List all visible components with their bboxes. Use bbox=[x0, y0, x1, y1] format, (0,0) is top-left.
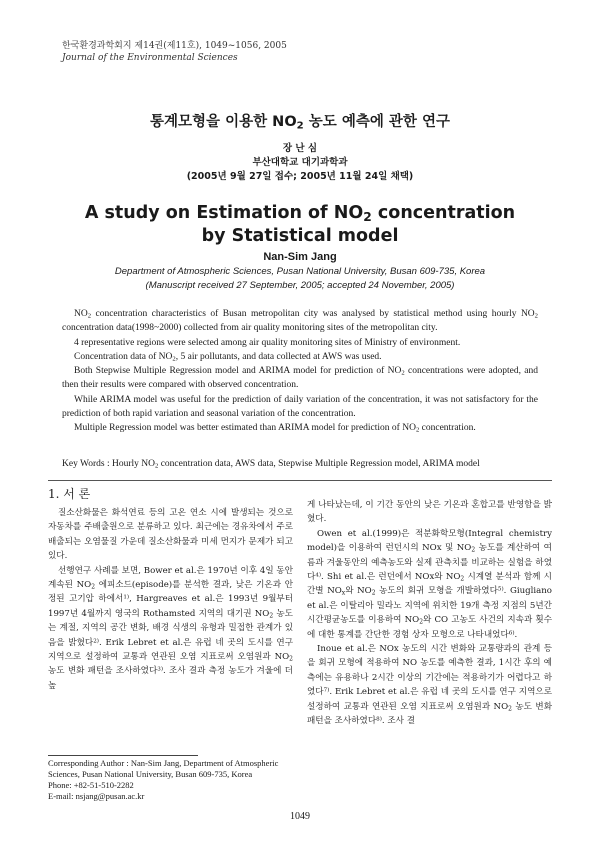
title-english: A study on Estimation of $NO_2$ concentration by Statistical model bbox=[84, 203, 516, 246]
journal-header bbox=[62, 40, 287, 64]
body-paragraph: Inoue et al.은 NOx 농도의 시간 변화와 교통량과의 관계 등을 회귀 모형에 적용하여 NO 농도를 예측한 결과, 1시간 후의 예측에는 유용하나 2시간 이상의 기간에는 적용하기가 어렵다고 하였다$^{7)}$. Erik Lebret et al.은 유럽 네 곳의 도시를 연구 지역으로 설정하여 교통과 연관된 오염 지표로써 오염원과 $NO_2$ 농도 변화 패턴을 조사하였다$^{8)}$. 조사 결 bbox=[307, 644, 552, 727]
journal-citation: 한국환경과학회지 제14권(제11호), 1049~1056, 2005 bbox=[62, 41, 287, 51]
corresponding-author-footnote: Corresponding Author : Nan-Sim Jang, Department of Atmospheric Sciences, Pusan National University, Busan 609-735, Korea Phone: +82-51-510-2282 E-mail: nsjang@pusan.ac.kr bbox=[48, 758, 279, 801]
author-name-korean: 장 난 심 bbox=[282, 143, 318, 154]
section-divider bbox=[48, 480, 552, 481]
author-name-english: Nan-Sim Jang bbox=[263, 251, 337, 263]
abstract-paragraph: While ARIMA model was useful for the prediction of daily variation of the concentration, it was not satisfactory for the prediction of both rapid variation and seasonal variation of the concentration. bbox=[62, 394, 538, 420]
footnote-divider bbox=[48, 755, 198, 756]
affiliation-korean: 부산대학교 대기과학과 bbox=[252, 157, 348, 168]
dates-korean: (2005년 9월 27일 접수; 2005년 11월 24일 채택) bbox=[186, 171, 414, 182]
page-number: 1049 bbox=[290, 811, 310, 822]
abstract-paragraph: Both Stepwise Multiple Regression model and ARIMA model for prediction of $NO_2$ concentrations were adopted, and then their results were compared with observed concentration. bbox=[62, 366, 538, 391]
body-paragraph: 질소산화물은 화석연료 등의 고온 연소 시에 발생되는 것으로 자동차를 주배출원으로 분류하고 있다. 최근에는 경유차에서 주로 배출되는 오염물질 가운데 질소산화물과 미세 먼지가 문제가 되고 있다. bbox=[48, 508, 293, 562]
body-paragraph: 선행연구 사례를 보면, Bower et al.은 1970년 이후 4일 동안 계속된 $NO_2$ 에피소드(episode)를 분석한 결과, 낮은 기온과 안정된 고기압 하에서$^{1)}$, Hargreaves et al.은 1993년 9월부터 1997년 4월까지 영국의 Rothamsted 지역의 대기권 $NO_2$ 농도는 계절, 지역의 공간 변화, 배경 식생의 유형과 밀접한 관계가 있음을 밝혔다$^{2)}$. Erik Lebret et al.은 유럽 네 곳의 도시를 연구 지역으로 설정하여 교통과 연관된 오염 지표로써 오염원과 $NO_2$ 농도 변화 패턴을 조사하였다$^{3)}$. 조사 결과 측정 농도가 겨울에 더 높 bbox=[48, 565, 294, 691]
body-paragraph: Owen et al.(1999)은 적분화학모형(Integral chemistry model)을 이용하여 런던시의 NOx 및 $NO_2$ 농도를 계산하여 여름과 겨울동안의 예측농도와 실제 관측치를 비교하는 실험을 하였다$^{4)}$. Shi et al.은 런던에서 NOx와 $NO_2$ 시계열 분석과 함께 시간별 $NO_x$와 $NO_2$ 농도의 회귀 모형을 개발하였다$^{5)}$. Giugliano et al.은 이탈리아 밀라노 지역에 위치한 19개 측정 지점의 5년간 시간평균농도를 이용하여 $NO_2$와 CO 고농도 사건의 지속과 횟수에 대한 통계를 간단한 경험 상자 모형으로 나타내었다$^{6)}$. bbox=[307, 528, 552, 640]
abstract-paragraph: Concentration data of $NO_2$, 5 air pollutants, and data collected at AWS was used. bbox=[74, 351, 382, 363]
section-heading-introduction: 1. 서 론 bbox=[48, 487, 91, 501]
keywords: Key Words : Hourly $NO_2$ concentration data, AWS data, Stepwise Multiple Regression model, ARIMA model bbox=[62, 459, 480, 470]
body-paragraph: 게 나타났는데, 이 기간 동안의 낮은 기온과 혼합고를 반영함을 밝혔다. bbox=[307, 500, 552, 525]
affiliation-english: Department of Atmospheric Sciences, Pusan National University, Busan 609-735, Korea (Manuscript received 27 September, 2005; accepted 24 November, 2005) bbox=[114, 266, 486, 291]
abstract bbox=[62, 307, 538, 436]
abstract-paragraph: 4 representative regions were selected among air quality monitoring sites of Ministry of environment. bbox=[74, 337, 461, 348]
right-column bbox=[307, 498, 552, 729]
title-korean: 통계모형을 이용한 $NO_2$ 농도 예측에 관한 연구 bbox=[150, 114, 450, 132]
left-column bbox=[48, 506, 293, 693]
journal-name: Journal of the Environmental Sciences bbox=[62, 53, 238, 63]
abstract-paragraph: $NO_2$ concentration characteristics of Busan metropolitan city was analysed by statistical method using hourly $NO_2$ concentration data(1998~2000) collected from air quality monitoring sites of the metropolitan city. bbox=[62, 309, 538, 334]
author-block-korean bbox=[0, 142, 600, 184]
abstract-paragraph: Multiple Regression model was better estimated than ARIMA model for prediction of $NO_2$ concentration. bbox=[74, 423, 476, 435]
